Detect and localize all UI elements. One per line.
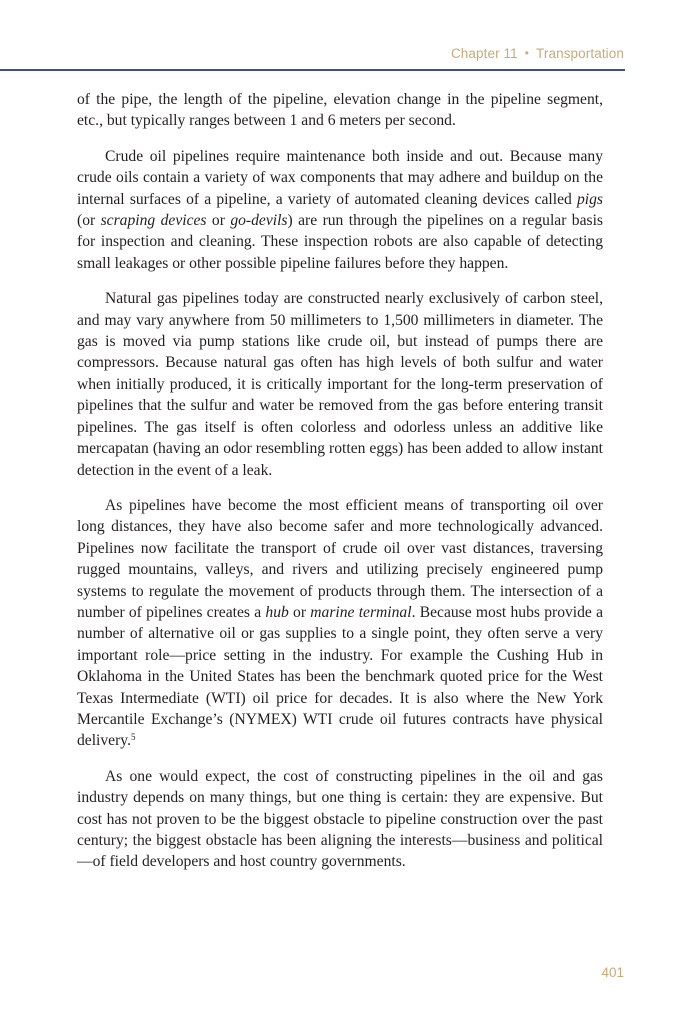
paragraph-3-text: Natural gas pipelines today are constructed nearly exclusively of carbon steel, and may vary anywhere from 50 millimeters to 1,500 millimeters in diameter. The gas is moved via pump stations like crude oil, but instead of pumps there are compressors. Because natural gas often has high levels of both sulfur and water when initially produced, it is critically important for the long-term preservation of pipelines that the sulfur and water be removed from the gas before entering transit pipelines. The gas itself is often colorless and odorless unless an additive like mercapatan (having an odor resembling rotten eggs) has been added to allow instant detection in the event of a leak. xyxy=(77,290,603,479)
section-label: Transportation xyxy=(536,46,624,61)
page-number: 401 xyxy=(601,965,624,980)
chapter-label: Chapter 11 xyxy=(450,46,518,61)
header-rule xyxy=(0,69,625,71)
paragraph-2-text-d: ) are run through the pipelines on a regular basis for inspection and cleaning. These inspection robots are also capable of detecting small leakages or other possible pipeline failures before they happen. xyxy=(77,212,603,272)
term-scraping-devices: scraping devices xyxy=(100,212,207,230)
paragraph-cost xyxy=(77,766,603,873)
term-go-devils: go-devils xyxy=(230,212,288,230)
body-text xyxy=(77,89,603,887)
paragraph-4-text-c: . Because most hubs provide a number of alternative oil or gas supplies to a single point, they often serve a very important role—price setting in the industry. For example the Cushing Hub in Oklahoma in the United States has been the benchmark quoted price for the West Texas Intermediate (WTI) oil price for decades. It is also where the New York Mercantile Exchange’s (NYMEX) WTI crude oil futures contracts have physical delivery. xyxy=(77,603,604,750)
term-marine-terminal: marine terminal xyxy=(310,603,412,621)
paragraph-1-text: of the pipe, the length of the pipeline, elevation change in the pipeline segment, etc., but typically ranges between 1 and 6 meters per second. xyxy=(77,91,603,130)
paragraph-2-text-b: (or xyxy=(77,212,101,230)
paragraph-4-text-b: or xyxy=(288,603,311,621)
paragraph-2-text-c: or xyxy=(206,212,231,230)
paragraph-5-text: As one would expect, the cost of constructing pipelines in the oil and gas industry depends on many things, but one thing is certain: they are expensive. But cost has not proven to be the biggest obstacle to pipeline construction over the past century; the biggest obstacle has been aligning the interests—business and political—of field developers and host country governments. xyxy=(77,767,603,871)
term-pigs: pigs xyxy=(577,190,603,208)
bullet-separator-icon: • xyxy=(524,46,530,60)
paragraph-continued xyxy=(77,89,603,132)
paragraph-pigs xyxy=(77,146,603,274)
term-hub: hub xyxy=(265,603,289,621)
paragraph-4-text-a: As pipelines have become the most efficient means of transporting oil over long distances, they have also become safer and more technologically advanced. Pipelines now facilitate the transport of crude oil over vast distances, traversing rugged mountains, valleys, and rivers and utilizing precisely engineered pump systems to regulate the movement of products through them. The intersection of a number of pipelines creates a xyxy=(77,496,603,621)
paragraph-hubs xyxy=(77,495,603,752)
paragraph-2-text-a: Crude oil pipelines require maintenance both inside and out. Because many crude oils contain a variety of wax components that may adhere and buildup on the internal surfaces of a pipeline, a variety of automated cleaning devices called xyxy=(77,147,603,208)
running-header xyxy=(451,46,624,61)
footnote-marker[interactable]: 5 xyxy=(130,732,136,743)
paragraph-natural-gas xyxy=(77,288,603,481)
